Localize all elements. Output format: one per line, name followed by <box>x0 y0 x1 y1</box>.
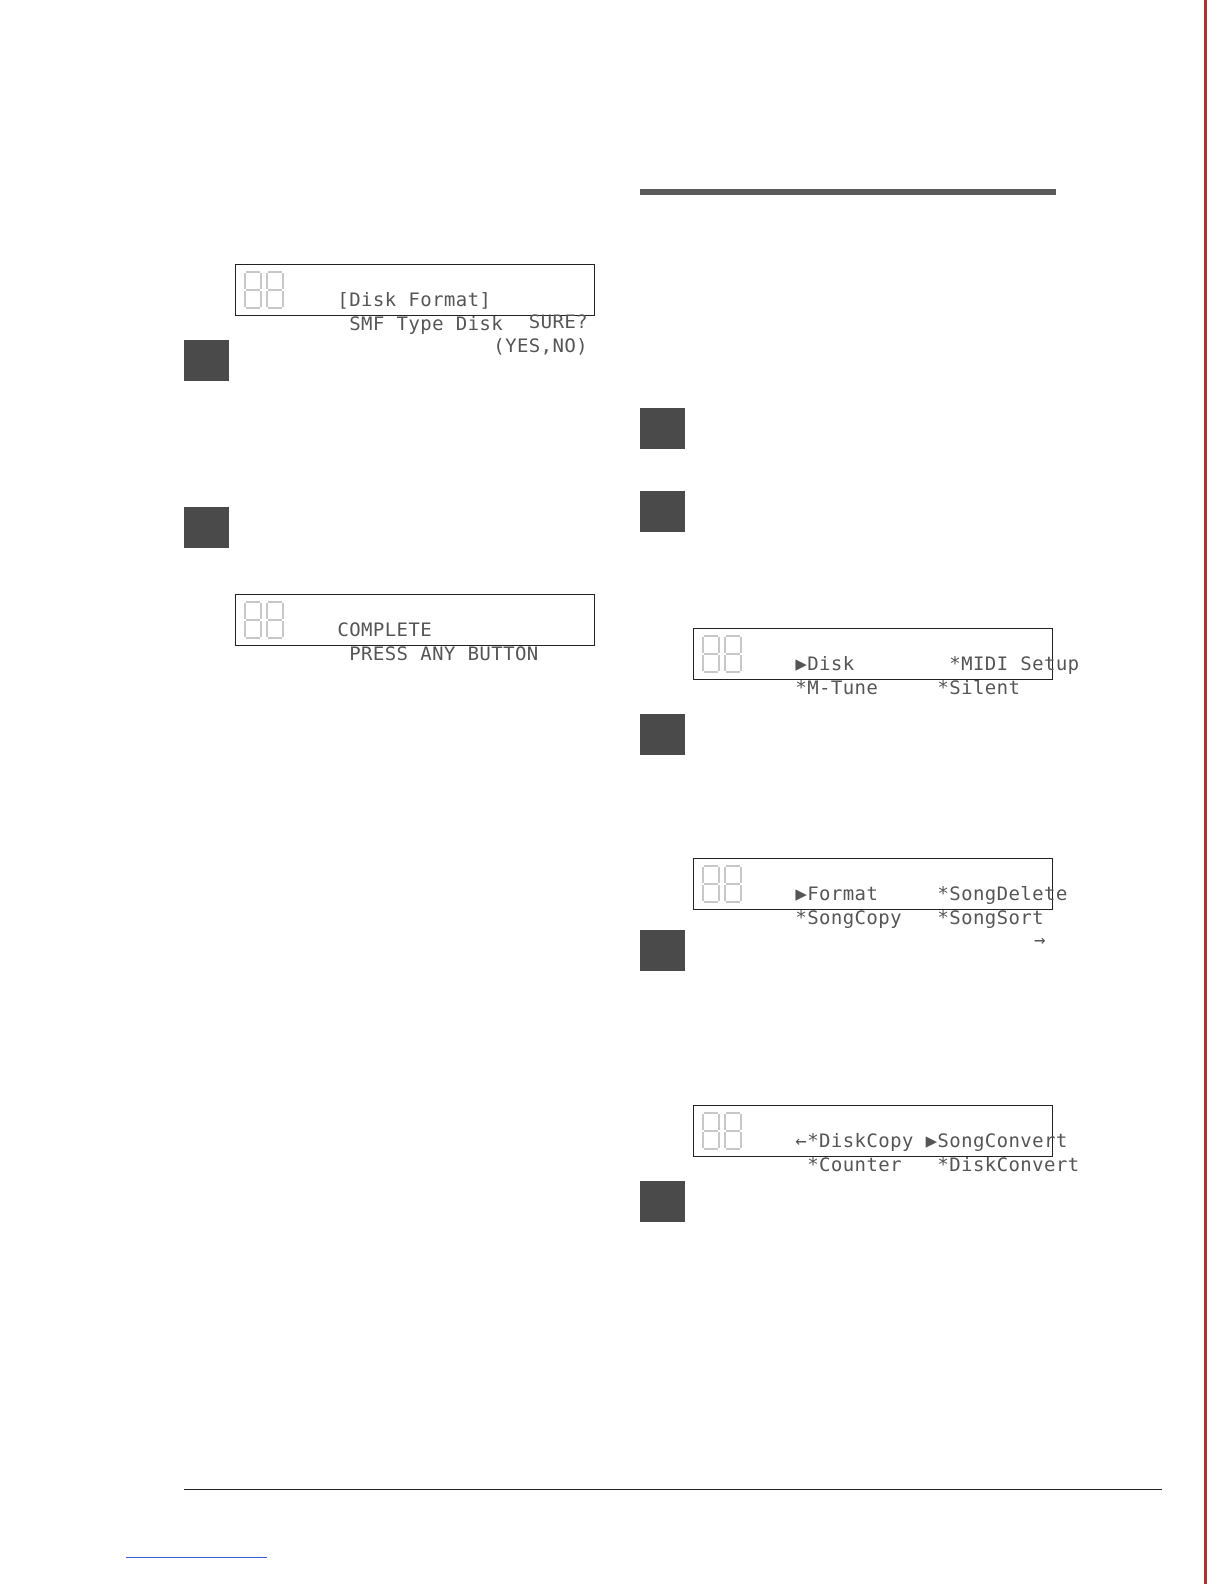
seven-segment-icon <box>700 863 746 905</box>
step-marker <box>640 408 685 449</box>
seven-segment-icon <box>242 269 288 311</box>
lcd-line1: ▶Format *SongDelete <box>795 883 1068 905</box>
lcd-display-disk-menu <box>693 858 1068 951</box>
lcd-display-disk-menu-page2 <box>693 1105 1080 1176</box>
section-heading-rule <box>640 189 1056 195</box>
lcd-line1: [Disk Format] <box>337 289 492 311</box>
lcd-display-format-confirm <box>235 264 595 357</box>
lcd-display-complete <box>235 594 595 665</box>
lcd-line1: COMPLETE <box>337 619 433 641</box>
step-marker <box>640 1181 685 1222</box>
lcd-line2-right: (YES,NO) <box>493 335 588 357</box>
lcd-line1: ▶Disk *MIDI Setup <box>795 653 1080 675</box>
footer-rule <box>184 1489 1162 1490</box>
seven-segment-icon <box>242 599 288 641</box>
seven-segment-icon <box>700 633 746 675</box>
lcd-line2: PRESS ANY BUTTON <box>337 643 539 665</box>
lcd-line2: *M-Tune *Silent <box>795 677 1021 699</box>
lcd-line1: ←*DiskCopy ▶SongConvert <box>795 1130 1068 1152</box>
lcd-line2: SMF Type Disk <box>337 313 504 335</box>
lcd-line2: *SongCopy *SongSort <box>795 907 1044 929</box>
step-marker <box>640 930 685 971</box>
step-marker <box>640 714 685 755</box>
footer-link-underline[interactable] <box>126 1557 267 1558</box>
lcd-line2-right-arrow: → <box>1034 929 1046 951</box>
lcd-line2: *Counter *DiskConvert <box>795 1154 1080 1176</box>
step-marker <box>640 491 685 532</box>
seven-segment-icon <box>700 1110 746 1152</box>
page-edge-line <box>1204 0 1207 1584</box>
lcd-display-function-menu <box>693 628 1080 699</box>
lcd-line1-right: SURE? <box>528 311 588 333</box>
step-marker <box>184 340 229 381</box>
step-marker <box>184 507 229 548</box>
